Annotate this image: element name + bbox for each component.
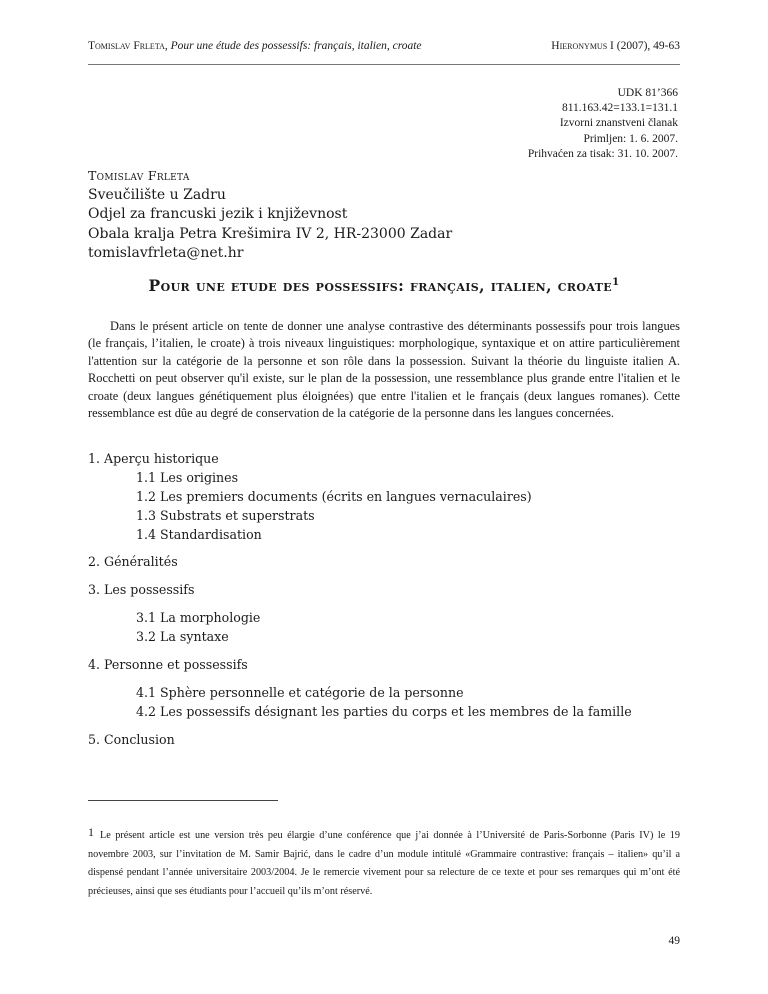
running-header-left: Tomislav Frleta, Pour une étude des possessifs: français, italien, croate — [88, 40, 422, 52]
article-title-text: Pour une etude des possessifs: français, italien, croate — [148, 276, 613, 295]
accepted-date: Prihvaćen za tisak: 31. 10. 2007. — [527, 147, 678, 160]
toc-subitem: 1.3 Substrats et superstrats — [136, 508, 315, 523]
footnote-marker: 1 — [88, 825, 94, 839]
author-department: Odjel za francuski jezik i književnost — [88, 206, 348, 223]
author-address: Obala kralja Petra Krešimira IV 2, HR-23000 Zadar — [88, 225, 453, 242]
running-header-journal-ref: I (2007), 49-63 — [610, 40, 680, 52]
author-university: Sveučilište u Zadru — [88, 186, 226, 203]
udk-code: UDK 81’366 — [617, 87, 678, 99]
page-number: 49 — [668, 935, 680, 947]
footnote — [88, 823, 680, 901]
toc-item-2: 2. Généralités — [88, 554, 178, 569]
toc-subitem: 3.2 La syntaxe — [136, 629, 229, 644]
article-title — [88, 276, 680, 295]
toc-subitem: 3.1 La morphologie — [136, 610, 261, 625]
received-date: Primljen: 1. 6. 2007. — [583, 132, 678, 145]
article-metadata — [528, 86, 678, 162]
running-header-article-title: Pour une étude des possessifs: français, italien, croate — [170, 40, 422, 52]
toc-subitem: 1.4 Standardisation — [136, 527, 262, 542]
toc-subitem: 4.2 Les possessifs désignant les parties du corps et les membres de la famille — [136, 704, 632, 719]
toc-subitem: 1.1 Les origines — [136, 470, 239, 485]
running-header-right — [551, 40, 680, 52]
classification-code: 811.163.42=133.1=131.1 — [561, 102, 678, 115]
running-header-author: Tomislav Frleta — [88, 40, 165, 52]
title-footnote-marker: 1 — [612, 276, 620, 288]
article-type: Izvorni znanstveni članak — [559, 117, 678, 130]
author-name: Tomislav Frleta — [88, 168, 190, 183]
toc-subitem: 4.1 Sphère personnelle et catégorie de la personne — [136, 685, 464, 700]
running-header — [88, 40, 680, 65]
toc-item-1: 1. Aperçu historique — [88, 451, 219, 466]
author-block — [88, 166, 452, 264]
toc-item-4: 4. Personne et possessifs — [88, 657, 248, 672]
footnote-separator — [88, 800, 278, 801]
author-email: tomislavfrleta@net.hr — [88, 245, 244, 262]
toc-subitem: 1.2 Les premiers documents (écrits en langues vernaculaires) — [136, 489, 532, 504]
toc-item-5: 5. Conclusion — [88, 732, 175, 747]
running-header-journal: Hieronymus — [551, 40, 608, 52]
toc-item-3: 3. Les possessifs — [88, 582, 195, 597]
abstract: Dans le présent article on tente de donner une analyse contrastive des déterminants possessifs pour trois langues (le français, l’italien, le croate) à trois niveaux linguistiques: morphologique, syntaxique et on attire particulièrement l'attention sur la catégorie de la personne et son rôle dans la possession. Suivant la théorie du linguiste italien A. Rocchetti on peut observer qu'il existe, sur le plan de la possession, une ressemblance plus grande entre l'italien et le croate (deux langues génétiquement plus éloignées) que entre l'italien et le français (deux langues romanes). Cette ressemblance est dûe au degré de conservation de la catégorie de la personne dans les langues concernées. — [88, 319, 680, 421]
footnote-text: Le présent article est une version très peu élargie d’une conférence que j’ai donnée à l’Université de Paris-Sorbonne (Paris IV) le 19 novembre 2003, sur l’invitation de M. Samir Bajrić, dans le cadre d’un module intitulé «Grammaire contrastive: français – italien» qu’il a dispensé pendant l’année universitaire 2003/2004. Je le remercie vivement pour sa relecture de ce texte et pour ses remarques qui m’ont été précieuses, ainsi que ses étudiants pour l’accueil qu’ils m’ont réservé. — [88, 830, 680, 897]
